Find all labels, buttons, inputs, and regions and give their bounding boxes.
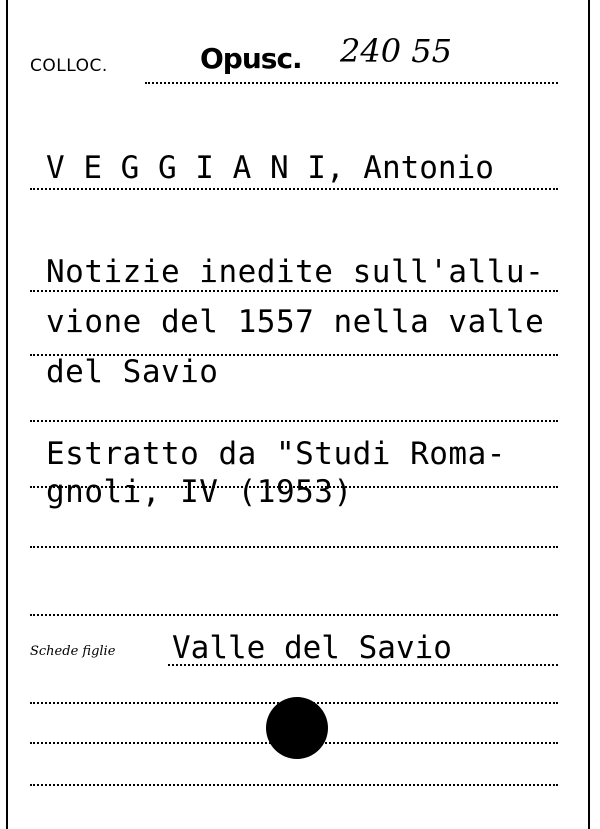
author: V E G G I A N I, Antonio	[46, 150, 494, 186]
title-line-2: vione del 1557 nella valle	[46, 304, 545, 340]
note-rule-2	[30, 546, 558, 548]
colloc-rule	[145, 82, 558, 84]
colloc-label: COLLOC.	[30, 56, 108, 76]
card-left-border	[6, 0, 8, 829]
card-right-border	[588, 0, 590, 829]
blank-rule-4	[30, 784, 558, 786]
title-rule-1	[30, 290, 558, 292]
title-rule-3	[30, 420, 558, 422]
schede-rule	[168, 664, 558, 666]
colloc-value: Opusc.	[200, 42, 302, 75]
schede-label: Schede figlie	[30, 644, 116, 659]
title-line-1: Notizie inedite sull'allu-	[46, 254, 545, 290]
note-line-1: Estratto da "Studi Roma-	[46, 436, 506, 472]
punch-hole	[266, 697, 328, 759]
schede-value: Valle del Savio	[172, 630, 452, 666]
title-line-3: del Savio	[46, 354, 219, 390]
colloc-number: 240 55	[340, 32, 452, 70]
note-line-2: gnoli, IV (1953)	[46, 474, 353, 510]
author-rule	[30, 188, 558, 190]
blank-rule-1	[30, 614, 558, 616]
